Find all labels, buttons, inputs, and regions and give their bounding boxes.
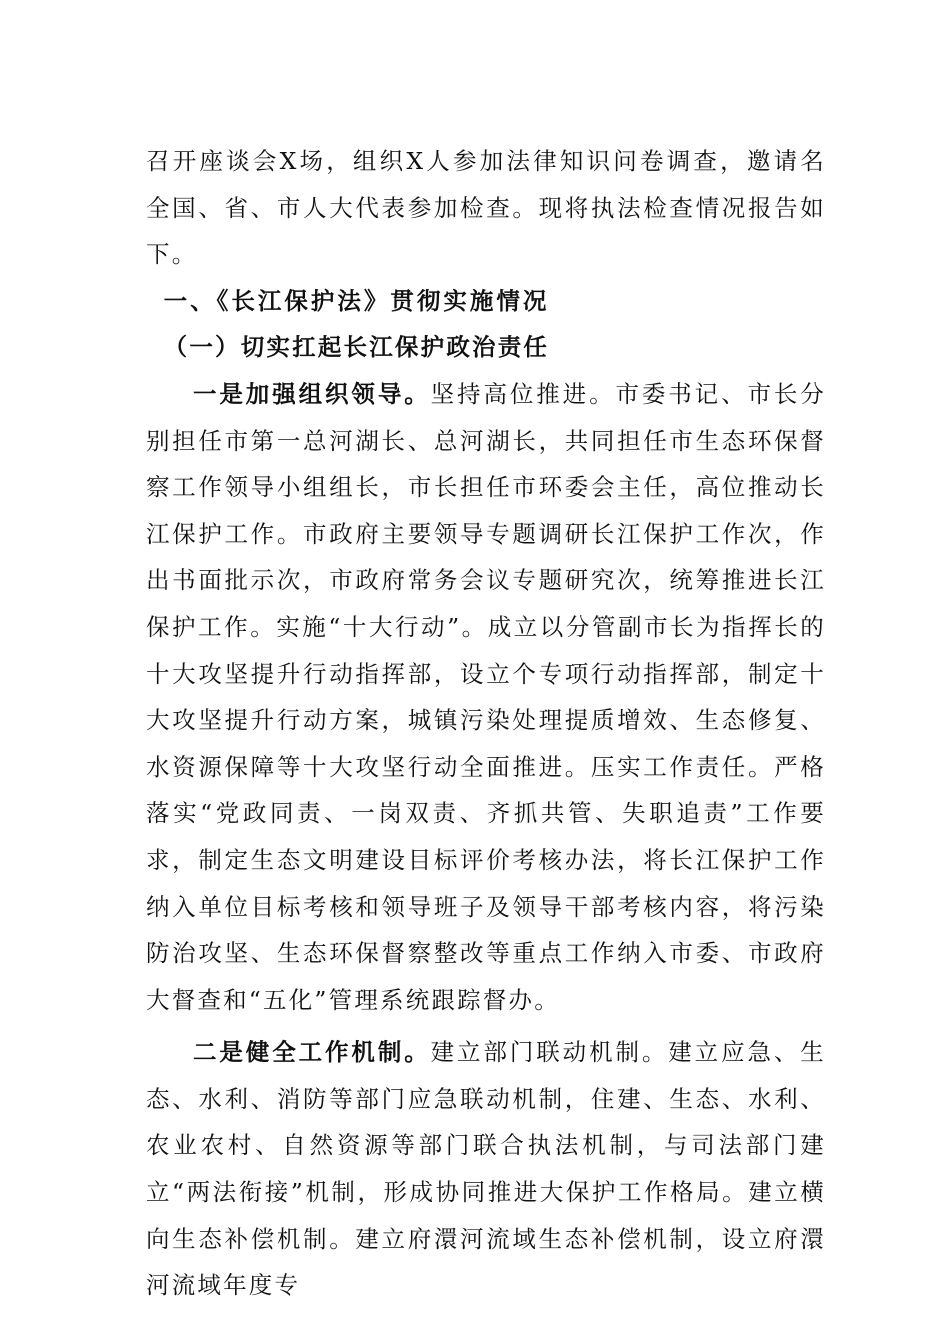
subsection-heading: （一）切实扛起长江保护政治责任: [163, 333, 550, 362]
paragraph-lead: 一是加强组织领导。: [193, 379, 431, 408]
paragraph-work-mechanism: [146, 1029, 826, 1309]
paragraph-lead: 二是健全工作机制。: [193, 1038, 431, 1067]
paragraph-body: 建立部门联动机制。建立应急、生态、水利、消防等部门应急联动机制，住建、生态、水利、农业农村、自然资源等部门联合执法机制，与司法部门建立“两法衔接”机制，形成协同推进大保护工作格局。建立横向生态补偿机制。建立府澴河流域生态补偿机制，设立府澴河流域年度专: [146, 1038, 826, 1300]
section-heading: 一、《长江保护法》贯彻实施情况: [163, 286, 550, 315]
paragraph-organization-leadership: [146, 371, 826, 1023]
intro-paragraph: 召开座谈会X场，组织X人参加法律知识问卷调查，邀请名全国、省、市人大代表参加检查。现将执法检查情况报告如下。: [146, 147, 826, 269]
paragraph-body: 坚持高位推进。市委书记、市长分别担任市第一总河湖长、总河湖长，共同担任市生态环保督察工作领导小组组长，市长担任市环委会主任，高位推动长江保护工作。市政府主要领导专题调研长江保护工作次，作出书面批示次，市政府常务会议专题研究次，统筹推进长江保护工作。实施“十大行动”。成立以分管副市长为指挥长的十大攻坚提升行动指挥部，设立个专项行动指挥部，制定十大攻坚提升行动方案，城镇污染处理提质增效、生态修复、水资源保障等十大攻坚行动全面推进。压实工作责任。严格落实“党政同责、一岗双责、齐抓共管、失职追责”工作要求，制定生态文明建设目标评价考核办法，将长江保护工作纳入单位目标考核和领导班子及领导干部考核内容，将污染防治攻坚、生态环保督察整改等重点工作纳入市委、市政府大督查和“五化”管理系统跟踪督办。: [146, 379, 826, 1014]
document-body: [146, 138, 826, 1309]
